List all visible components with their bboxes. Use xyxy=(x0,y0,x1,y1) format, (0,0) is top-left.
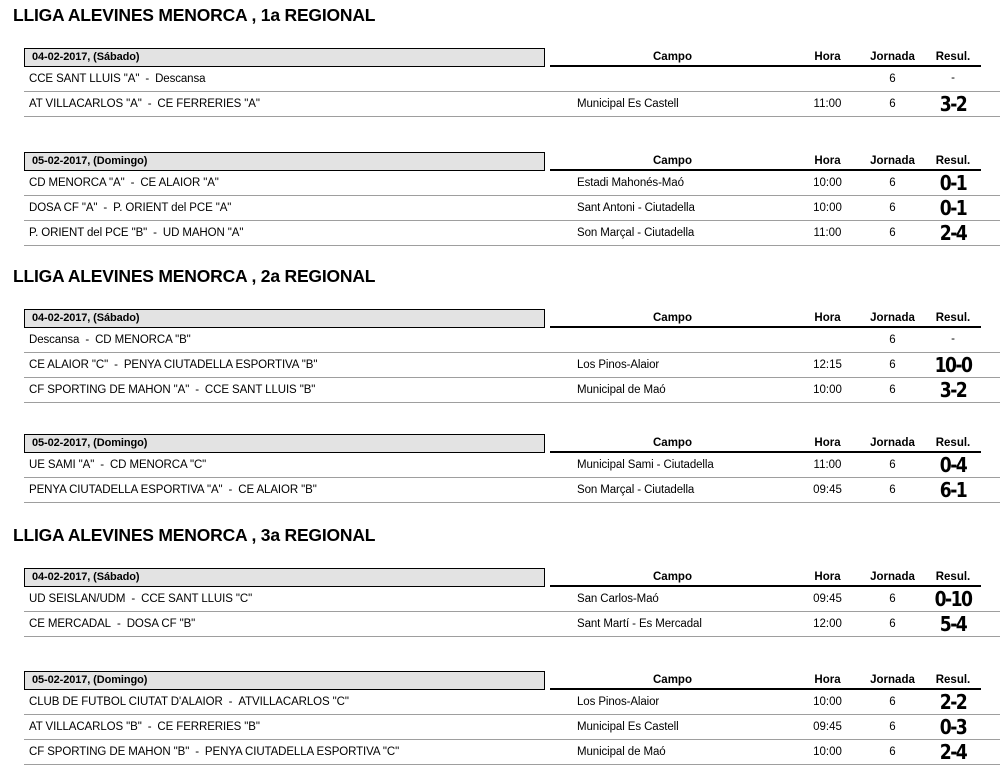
home-team: CF SPORTING DE MAHON "A" xyxy=(29,384,190,396)
table-row[interactable] xyxy=(24,353,1000,378)
result-score-cell: 2-4 xyxy=(939,221,967,245)
matchday-cell: 6 xyxy=(889,202,896,214)
kickoff-time-cell: 09:45 xyxy=(813,721,842,733)
column-header-campo: Campo xyxy=(550,152,795,171)
away-team: PENYA CIUTADELLA ESPORTIVA "B" xyxy=(123,359,318,371)
match-day-block xyxy=(24,565,1000,637)
vs-separator: - xyxy=(147,721,152,733)
matchday-cell: 6 xyxy=(889,484,896,496)
home-team: P. ORIENT del PCE "B" xyxy=(29,227,148,239)
venue-cell: San Carlos-Maó xyxy=(577,593,659,605)
match-teams-cell xyxy=(24,98,545,110)
block-header-row xyxy=(24,45,1000,67)
match-teams-cell xyxy=(24,746,545,758)
column-header-resul: Resul. xyxy=(925,671,981,690)
column-header-resul: Resul. xyxy=(925,568,981,587)
column-header-resul: Resul. xyxy=(925,309,981,328)
match-teams-cell xyxy=(24,696,545,708)
home-team: AT VILLACARLOS "A" xyxy=(29,98,142,110)
vs-separator: - xyxy=(116,618,121,630)
date-bar: 04-02-2017, (Sábado) xyxy=(24,48,545,67)
match-teams-cell xyxy=(24,359,545,371)
matchday-cell: 6 xyxy=(889,227,896,239)
column-header-resul: Resul. xyxy=(925,152,981,171)
block-header-row xyxy=(24,668,1000,690)
vs-separator: - xyxy=(195,746,199,758)
match-day-block xyxy=(24,45,1000,117)
away-team: CE FERRERIES "A" xyxy=(157,98,260,110)
result-score-cell: - xyxy=(951,72,955,85)
table-row[interactable] xyxy=(24,67,1000,92)
column-header-resul: Resul. xyxy=(925,434,981,453)
table-row[interactable] xyxy=(24,378,1000,403)
away-team: CCE SANT LLUÍS "C" xyxy=(141,593,253,605)
match-teams-cell xyxy=(24,227,545,239)
vs-separator: - xyxy=(100,459,104,471)
venue-cell: Municipal de Maó xyxy=(577,384,666,396)
home-team: Descansa xyxy=(29,334,80,346)
result-score-cell: 10-0 xyxy=(934,353,972,377)
column-header-jornada: Jornada xyxy=(860,152,925,171)
result-score-cell: 6-1 xyxy=(939,478,967,502)
table-row[interactable] xyxy=(24,587,1000,612)
kickoff-time-cell: 11:00 xyxy=(813,459,842,471)
column-header-hora: Hora xyxy=(795,434,860,453)
table-row[interactable] xyxy=(24,221,1000,246)
venue-cell: Municipal de Maó xyxy=(577,746,666,758)
match-teams-cell xyxy=(24,334,545,346)
table-row[interactable] xyxy=(24,612,1000,637)
away-team: CE ALAIOR "A" xyxy=(140,177,219,189)
league-title: LLIGA ALEVINES MENORCA , 2a REGIONAL xyxy=(13,266,376,286)
column-header-jornada: Jornada xyxy=(860,309,925,328)
away-team: PENYA CIUTADELLA ESPORTIVA "C" xyxy=(204,746,400,758)
result-score-cell: 0-1 xyxy=(939,171,967,195)
vs-separator: - xyxy=(145,73,150,85)
home-team: PENYA CIUTADELLA ESPORTIVA "A" xyxy=(29,484,223,496)
away-team: CD MENORCA "C" xyxy=(109,459,207,471)
vs-separator: - xyxy=(153,227,157,239)
column-header-hora: Hora xyxy=(795,309,860,328)
block-header-row xyxy=(24,431,1000,453)
venue-cell: Sant Antoni - Ciutadella xyxy=(577,202,695,214)
result-score-cell: 3-2 xyxy=(939,92,967,116)
home-team: UE SAMI "A" xyxy=(29,459,95,471)
vs-separator: - xyxy=(103,202,108,214)
table-row[interactable] xyxy=(24,715,1000,740)
league-title: LLIGA ALEVINES MENORCA , 1a REGIONAL xyxy=(13,5,376,25)
block-header-row xyxy=(24,565,1000,587)
away-team: CE ALAIOR "B" xyxy=(238,484,317,496)
result-score-cell: 3-2 xyxy=(939,378,967,402)
away-team: ATVILLACARLOS "C" xyxy=(238,696,349,708)
home-team: CD MENORCA "A" xyxy=(29,177,125,189)
kickoff-time-cell: 12:15 xyxy=(813,359,842,371)
venue-cell: Los Pinos-Alaior xyxy=(577,696,660,708)
result-score-cell: 2-4 xyxy=(939,740,967,764)
away-team: P. ORIENT del PCE "A" xyxy=(113,202,232,214)
vs-separator: - xyxy=(114,359,118,371)
matchday-cell: 6 xyxy=(889,618,896,630)
venue-cell: Municipal Es Castell xyxy=(577,721,679,733)
home-team: UD SEISLAN/UDM xyxy=(29,593,126,605)
kickoff-time-cell: 09:45 xyxy=(813,484,842,496)
venue-cell: Estadi Mahonés-Maó xyxy=(577,177,684,189)
matchday-cell: 6 xyxy=(889,73,896,85)
result-score-cell: 5-4 xyxy=(939,612,967,636)
match-teams-cell xyxy=(24,593,545,605)
kickoff-time-cell: 11:00 xyxy=(813,227,842,239)
column-header-hora: Hora xyxy=(795,671,860,690)
vs-separator: - xyxy=(228,696,233,708)
column-header-jornada: Jornada xyxy=(860,671,925,690)
column-header-jornada: Jornada xyxy=(860,48,925,67)
result-score-cell: 0-10 xyxy=(934,587,972,611)
kickoff-time-cell: 10:00 xyxy=(813,746,842,758)
home-team: CCE SANT LLUIS "A" xyxy=(29,73,140,85)
date-bar: 05-02-2017, (Domingo) xyxy=(24,434,545,453)
matchday-cell: 6 xyxy=(889,334,896,346)
result-score-cell: 2-2 xyxy=(939,690,967,714)
away-team: UD MAHON "A" xyxy=(162,227,244,239)
home-team: CF SPORTING DE MAHON "B" xyxy=(29,746,190,758)
block-header-row xyxy=(24,149,1000,171)
column-header-hora: Hora xyxy=(795,568,860,587)
vs-separator: - xyxy=(228,484,233,496)
venue-cell: Sant Martí - Es Mercadal xyxy=(577,618,702,630)
result-score-cell: 0-4 xyxy=(939,453,967,477)
match-teams-cell xyxy=(24,384,545,396)
matchday-cell: 6 xyxy=(889,746,896,758)
column-header-hora: Hora xyxy=(795,152,860,171)
matchday-cell: 6 xyxy=(889,459,896,471)
match-day-block xyxy=(24,668,1000,765)
matchday-cell: 6 xyxy=(889,384,896,396)
matchday-cell: 6 xyxy=(889,177,896,189)
vs-separator: - xyxy=(130,177,135,189)
match-day-block xyxy=(24,149,1000,246)
match-teams-cell xyxy=(24,484,545,496)
venue-cell: Son Marçal - Ciutadella xyxy=(577,484,695,496)
vs-separator: - xyxy=(85,334,90,346)
venue-cell: Son Marçal - Ciutadella xyxy=(577,227,695,239)
column-header-campo: Campo xyxy=(550,568,795,587)
match-day-block xyxy=(24,306,1000,403)
column-header-hora: Hora xyxy=(795,48,860,67)
home-team: DOSA CF "A" xyxy=(29,202,98,214)
date-bar: 04-02-2017, (Sábado) xyxy=(24,568,545,587)
table-row[interactable] xyxy=(24,328,1000,353)
column-header-resul: Resul. xyxy=(925,48,981,67)
match-teams-cell xyxy=(24,721,545,733)
match-teams-cell xyxy=(24,202,545,214)
away-team: DOSA CF "B" xyxy=(126,618,196,630)
result-score-cell: - xyxy=(951,333,955,346)
kickoff-time-cell: 10:00 xyxy=(813,177,842,189)
table-row[interactable] xyxy=(24,171,1000,196)
table-row[interactable] xyxy=(24,196,1000,221)
away-team: CE FERRERIES "B" xyxy=(157,721,260,733)
table-row[interactable] xyxy=(24,92,1000,117)
venue-cell: Municipal Es Castell xyxy=(577,98,679,110)
date-bar: 05-02-2017, (Domingo) xyxy=(24,671,545,690)
kickoff-time-cell: 09:45 xyxy=(813,593,842,605)
matchday-cell: 6 xyxy=(889,696,896,708)
table-row[interactable] xyxy=(24,690,1000,715)
match-teams-cell xyxy=(24,73,545,85)
date-bar: 04-02-2017, (Sábado) xyxy=(24,309,545,328)
table-row[interactable] xyxy=(24,453,1000,478)
column-header-campo: Campo xyxy=(550,309,795,328)
table-row[interactable] xyxy=(24,478,1000,503)
venue-cell: Municipal Sami - Ciutadella xyxy=(577,459,714,471)
kickoff-time-cell: 11:00 xyxy=(813,98,842,110)
match-teams-cell xyxy=(24,459,545,471)
column-header-campo: Campo xyxy=(550,48,795,67)
match-day-block xyxy=(24,431,1000,503)
home-team: CE ALAIOR "C" xyxy=(29,359,109,371)
match-teams-cell xyxy=(24,618,545,630)
matchday-cell: 6 xyxy=(889,359,896,371)
result-score-cell: 0-1 xyxy=(939,196,967,220)
result-score-cell: 0-3 xyxy=(939,715,967,739)
away-team: CD MENORCA "B" xyxy=(95,334,191,346)
away-team: CCE SANT LLUIS "B" xyxy=(204,384,316,396)
vs-separator: - xyxy=(195,384,199,396)
block-header-row xyxy=(24,306,1000,328)
column-header-campo: Campo xyxy=(550,671,795,690)
vs-separator: - xyxy=(131,593,136,605)
vs-separator: - xyxy=(147,98,152,110)
kickoff-time-cell: 10:00 xyxy=(813,202,842,214)
match-teams-cell xyxy=(24,177,545,189)
matchday-cell: 6 xyxy=(889,593,896,605)
matchday-cell: 6 xyxy=(889,98,896,110)
column-header-campo: Campo xyxy=(550,434,795,453)
column-header-jornada: Jornada xyxy=(860,434,925,453)
kickoff-time-cell: 10:00 xyxy=(813,696,842,708)
away-team: Descansa xyxy=(155,73,206,85)
date-bar: 05-02-2017, (Domingo) xyxy=(24,152,545,171)
home-team: AT VILLACARLOS "B" xyxy=(29,721,142,733)
kickoff-time-cell: 12:00 xyxy=(813,618,842,630)
matchday-cell: 6 xyxy=(889,721,896,733)
home-team: CE MERCADAL xyxy=(29,618,111,630)
venue-cell: Los Pinos-Alaior xyxy=(577,359,660,371)
kickoff-time-cell: 10:00 xyxy=(813,384,842,396)
table-row[interactable] xyxy=(24,740,1000,765)
league-title: LLIGA ALEVINES MENORCA , 3a REGIONAL xyxy=(13,525,376,545)
home-team: CLUB DE FUTBOL CIUTAT D'ALAIOR xyxy=(29,696,223,708)
column-header-jornada: Jornada xyxy=(860,568,925,587)
